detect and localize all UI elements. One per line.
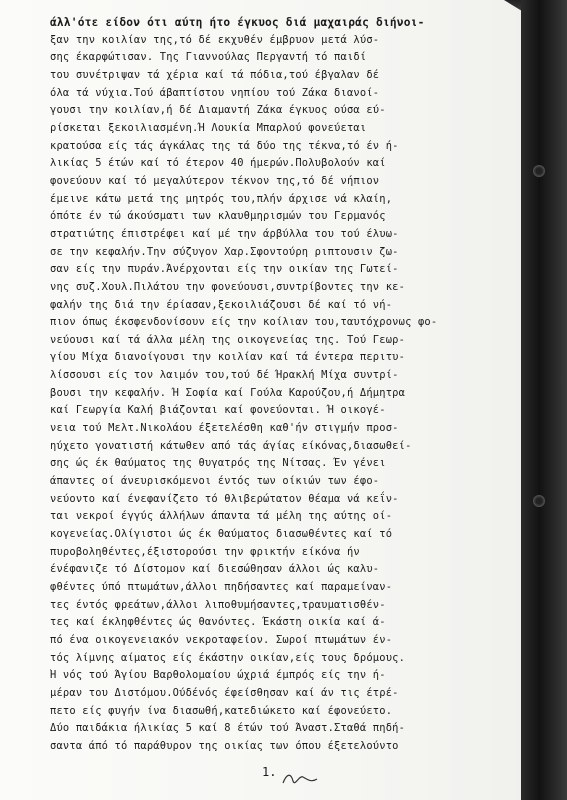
punch-hole-upper <box>533 165 545 177</box>
text-line: άλλ'ότε είδον ότι αύτη ήτο έγκυος διά μαχαιράς διήνοι- <box>50 16 425 29</box>
text-line: φονεύουν καί τό μεγαλύτερον τέκνον της,τό δέ νήπιον <box>50 174 380 187</box>
text-line: Ή νός τού Άγίου Βαρθολομαίου ώχριά έμπρός είς την ή- <box>50 669 386 682</box>
typed-text-body <box>50 14 470 756</box>
text-line: γουσι την κοιλίαν,ή δέ Διαμαντή Ζάκα έγκυος ούσα εύ- <box>50 104 386 117</box>
text-line: τες καί έκληφθέντες ώς θανόντες. Έκάστη οικία καί ά- <box>50 616 386 629</box>
text-line: τός λίμνης αίματος είς έκάστην οικίαν,είς τους δρόμους. <box>50 651 406 664</box>
text-line: φθέντες ύπό πτωμάτων,άλλοι πηδήσαντες καί παραμείναν- <box>50 581 393 593</box>
text-line: βουσι την κεφαλήν. Ή Σοφία καί Γούλα Καρούζου,ή Δήμητρα <box>50 386 406 399</box>
text-line: σε την κεφαλήν.Την σύζυγον Χαρ.Σφοντούρη ριπτουσιν ζω- <box>50 245 399 258</box>
scan-shadow-right <box>521 0 567 800</box>
text-line: σαν είς την πυράν.Άνέρχονται είς την οικίαν της Γωτεί- <box>50 263 399 276</box>
text-line: ένέφανιζε τό Δίστομον καί διεσώθησαν άλλοι ώς καλυ- <box>50 563 380 576</box>
text-line: φαλήν της διά την έρίασαν,ξεκοιλιάζουσι δέ καί τό νή- <box>50 298 393 311</box>
text-line: μέραν του Διστόμου.Ούδένός έφείσθησαν καί άν τις έτρέ- <box>50 686 399 699</box>
text-line: νεύουσι καί τά άλλα μέλη της οικογενείας της. Τού Γεωρ- <box>50 333 406 346</box>
text-line: σαντα άπό τό παράθυρον της οικίας των όπου έξετελούντο <box>50 739 399 752</box>
text-line: σης ώς έκ θαύματος της θυγατρός της Νίτσας. Έν γένει <box>50 457 386 470</box>
text-line: κρατούσα είς τάς άγκάλας της τά δύο της τέκνα,τό έν ή- <box>50 139 399 152</box>
text-line: γίου Μίχα διανοίγουσι την κοιλίαν καί τά έντερα περιτυ- <box>50 351 406 364</box>
text-line: ξαν την κοιλίαν της,τό δέ εκχυθέν έμβρυον μετά λύσ- <box>50 33 380 46</box>
punch-hole-lower <box>533 495 545 507</box>
text-line: του συνέτριψαν τά χέρια καί τά πόδια,τού έβγαλαν δέ <box>50 68 380 81</box>
text-line: όπότε έν τώ άκούσματι των κλαυθμηρισμών του Γερμανός <box>50 210 386 223</box>
text-line: σης έκαρφώτισαν. Της Γιαννούλας Περγαντή τό παιδί <box>50 51 367 64</box>
text-line: έμεινε κάτω μετά της μητρός του,πλήν άρχισε νά κλαίη, <box>50 192 393 205</box>
text-line: νης συζ.Χουλ.Πιλάτου την φονεύουσι,συντρίβοντες την κε- <box>50 280 406 293</box>
text-line: λικίας 5 έτών καί τό έτερον 40 ήμερών.Πολυβολούν καί <box>50 157 386 170</box>
text-line: όλα τά νύχια.Τού άβαπτίστου νηπίου τού Ζάκα διανοί- <box>50 86 380 99</box>
text-line: τες έντός φρεάτων,άλλοι λιποθυμήσαντες,τραυματισθέν- <box>50 598 386 611</box>
page-number: 1. <box>262 765 277 779</box>
text-line: πετο είς φυγήν ίνα διασωθή,κατεδιώκετο καί έφονεύετο. <box>50 704 393 717</box>
text-line: ται νεκροί έγγύς άλλήλων άπαντα τά μέλη της αύτης οί- <box>50 510 393 523</box>
text-line: κογενείας.Ολίγιστοι ώς έκ θαύματος διασωθέντες καί τό <box>50 528 393 541</box>
handwritten-signature <box>255 765 325 789</box>
text-line: ηύχετο γονατιστή κάτωθεν από τάς άγίας είκόνας,διασωθεί- <box>50 439 412 452</box>
text-line: νεια τού Μελτ.Νικολάου έξετελέσθη καθ'ήν στιγμήν προσ- <box>50 422 399 435</box>
text-line: λίσσουσι είς τον λαιμόν του,τού δέ Ήρακλή Μίχα συντρί- <box>50 369 399 382</box>
text-line: πιον όπως έκσφενδονίσουν είς την κοίλιαν του,ταυτόχρονως φο- <box>50 316 438 329</box>
text-line: καί Γεωργία Καλή βιάζονται καί φονεύονται. Ή οικογέ- <box>50 404 386 417</box>
text-line: πό ένα οικογενειακόν νεκροταφείον. Σωροί πτωμάτων έν- <box>50 633 393 646</box>
text-line: άπαντες οί άνευρισκόμενοι έντός των οίκιών των έφο- <box>50 475 380 488</box>
text-line: νεύοντο καί ένεφανίζετο τό θλιβερώτατον θέαμα νά κεΐν- <box>50 492 399 505</box>
text-line: πυροβοληθέντες,έξιστορούσι την φρικτήν είκόνα ήν <box>50 545 360 558</box>
text-line: στρατιώτης έπιστρέφει καί μέ την άρβύλλα του τού έλυω- <box>50 227 399 240</box>
text-line: Δύο παιδάκια ήλικίας 5 καί 8 έτών τού Άναστ.Σταθά πηδή- <box>50 722 406 735</box>
text-line: ρίσκεται ξεκοιλιασμένη.Ή Λουκία Μπαρλού φονεύεται <box>50 121 367 134</box>
